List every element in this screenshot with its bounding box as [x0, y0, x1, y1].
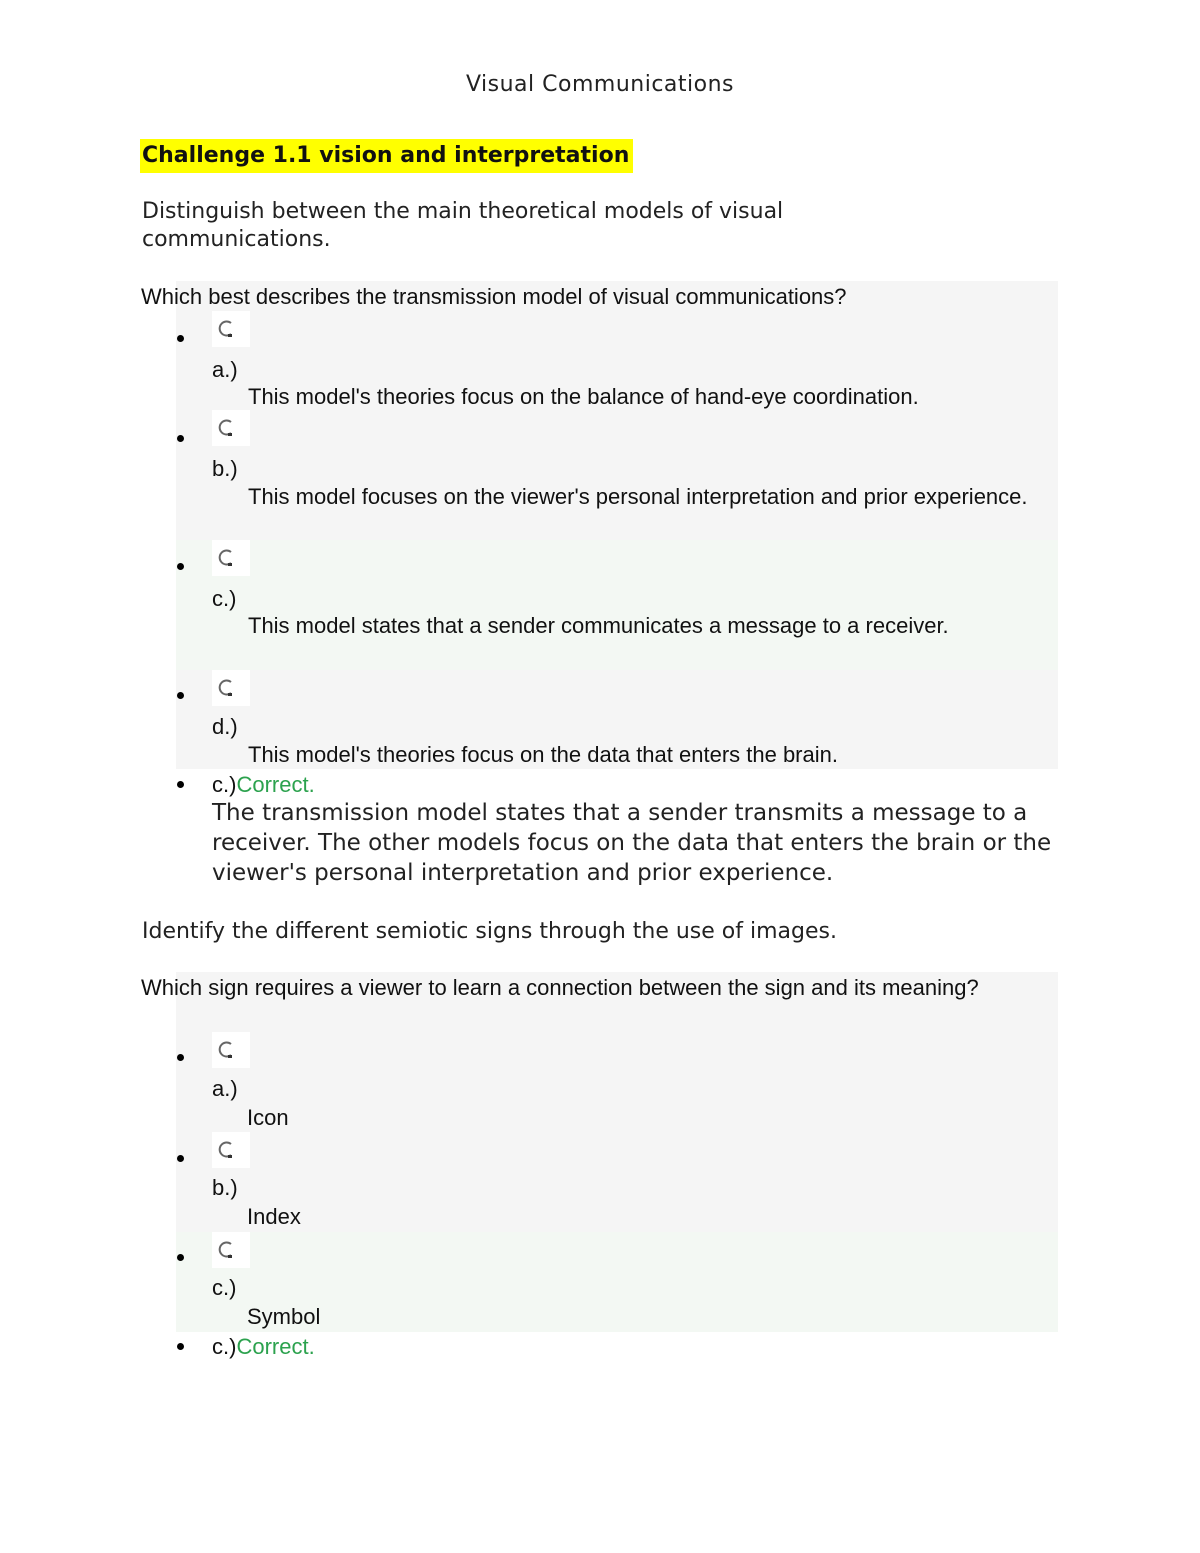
option-a2-text: Icon — [247, 1105, 289, 1130]
section1-question: Which best describes the transmission model of visual communications? — [141, 284, 847, 309]
bullet-icon — [177, 1155, 184, 1162]
option-b-text: This model focuses on the viewer's personal interpretation and prior experience. — [248, 484, 1028, 509]
option-b-background — [176, 410, 1058, 540]
option-c2-text: Symbol — [247, 1304, 321, 1329]
radio-button-icon — [216, 1140, 238, 1162]
radio-button-icon — [216, 1240, 238, 1262]
section1-explanation: The transmission model states that a sender transmits a message to a receiver. The other models focus on the data that enters the brain or the viewer's personal interpretation and prior experience. — [212, 800, 1052, 886]
bullet-icon — [177, 1343, 184, 1350]
bullet-icon — [177, 1254, 184, 1261]
option-a-text: This model's theories focus on the balance of hand-eye coordination. — [248, 384, 919, 409]
bullet-icon — [177, 435, 184, 442]
option-d-radio[interactable] — [212, 670, 250, 706]
option-b2-text: Index — [247, 1204, 301, 1229]
option-d-letter: d.) — [212, 714, 238, 739]
option-b-letter: b.) — [212, 456, 238, 481]
option-a-radio[interactable] — [212, 311, 250, 347]
option-b2-radio[interactable] — [212, 1132, 250, 1168]
section2-result — [212, 1334, 315, 1360]
option-c-text: This model states that a sender communicates a message to a receiver. — [248, 613, 949, 638]
option-c2-radio[interactable] — [212, 1232, 250, 1268]
radio-button-icon — [216, 418, 238, 440]
section1-objective: Distinguish between the main theoretical models of visual communications. — [142, 199, 784, 252]
bullet-icon — [177, 1054, 184, 1061]
option-c-letter: c.) — [212, 586, 237, 611]
option-d-text: This model's theories focus on the data that enters the brain. — [248, 742, 838, 767]
bullet-icon — [177, 563, 184, 570]
option-c2-letter: c.) — [212, 1275, 237, 1300]
correct-label: Correct. — [236, 1334, 315, 1359]
result-letter: c.) — [212, 772, 237, 797]
section1-result — [212, 772, 315, 798]
option-a-letter: a.) — [212, 357, 238, 382]
section2-objective: Identify the different semiotic signs through the use of images. — [142, 919, 837, 944]
option-c-background — [176, 540, 1058, 670]
bullet-icon — [177, 335, 184, 342]
radio-button-icon — [216, 319, 238, 341]
challenge-heading: Challenge 1.1 vision and interpretation — [140, 139, 633, 173]
correct-label: Correct. — [236, 772, 315, 797]
option-c-radio[interactable] — [212, 540, 250, 576]
option-a2-radio[interactable] — [212, 1032, 250, 1068]
document-title: Visual Communications — [465, 72, 735, 97]
bullet-icon — [177, 692, 184, 699]
radio-button-icon — [216, 548, 238, 570]
radio-button-icon — [216, 1040, 238, 1062]
option-b-radio[interactable] — [212, 410, 250, 446]
bullet-icon — [177, 781, 184, 788]
section2-question: Which sign requires a viewer to learn a connection between the sign and its meaning? — [141, 975, 979, 1000]
radio-button-icon — [216, 678, 238, 700]
result-letter: c.) — [212, 1334, 237, 1359]
option-b2-letter: b.) — [212, 1175, 238, 1200]
option-a2-letter: a.) — [212, 1076, 238, 1101]
